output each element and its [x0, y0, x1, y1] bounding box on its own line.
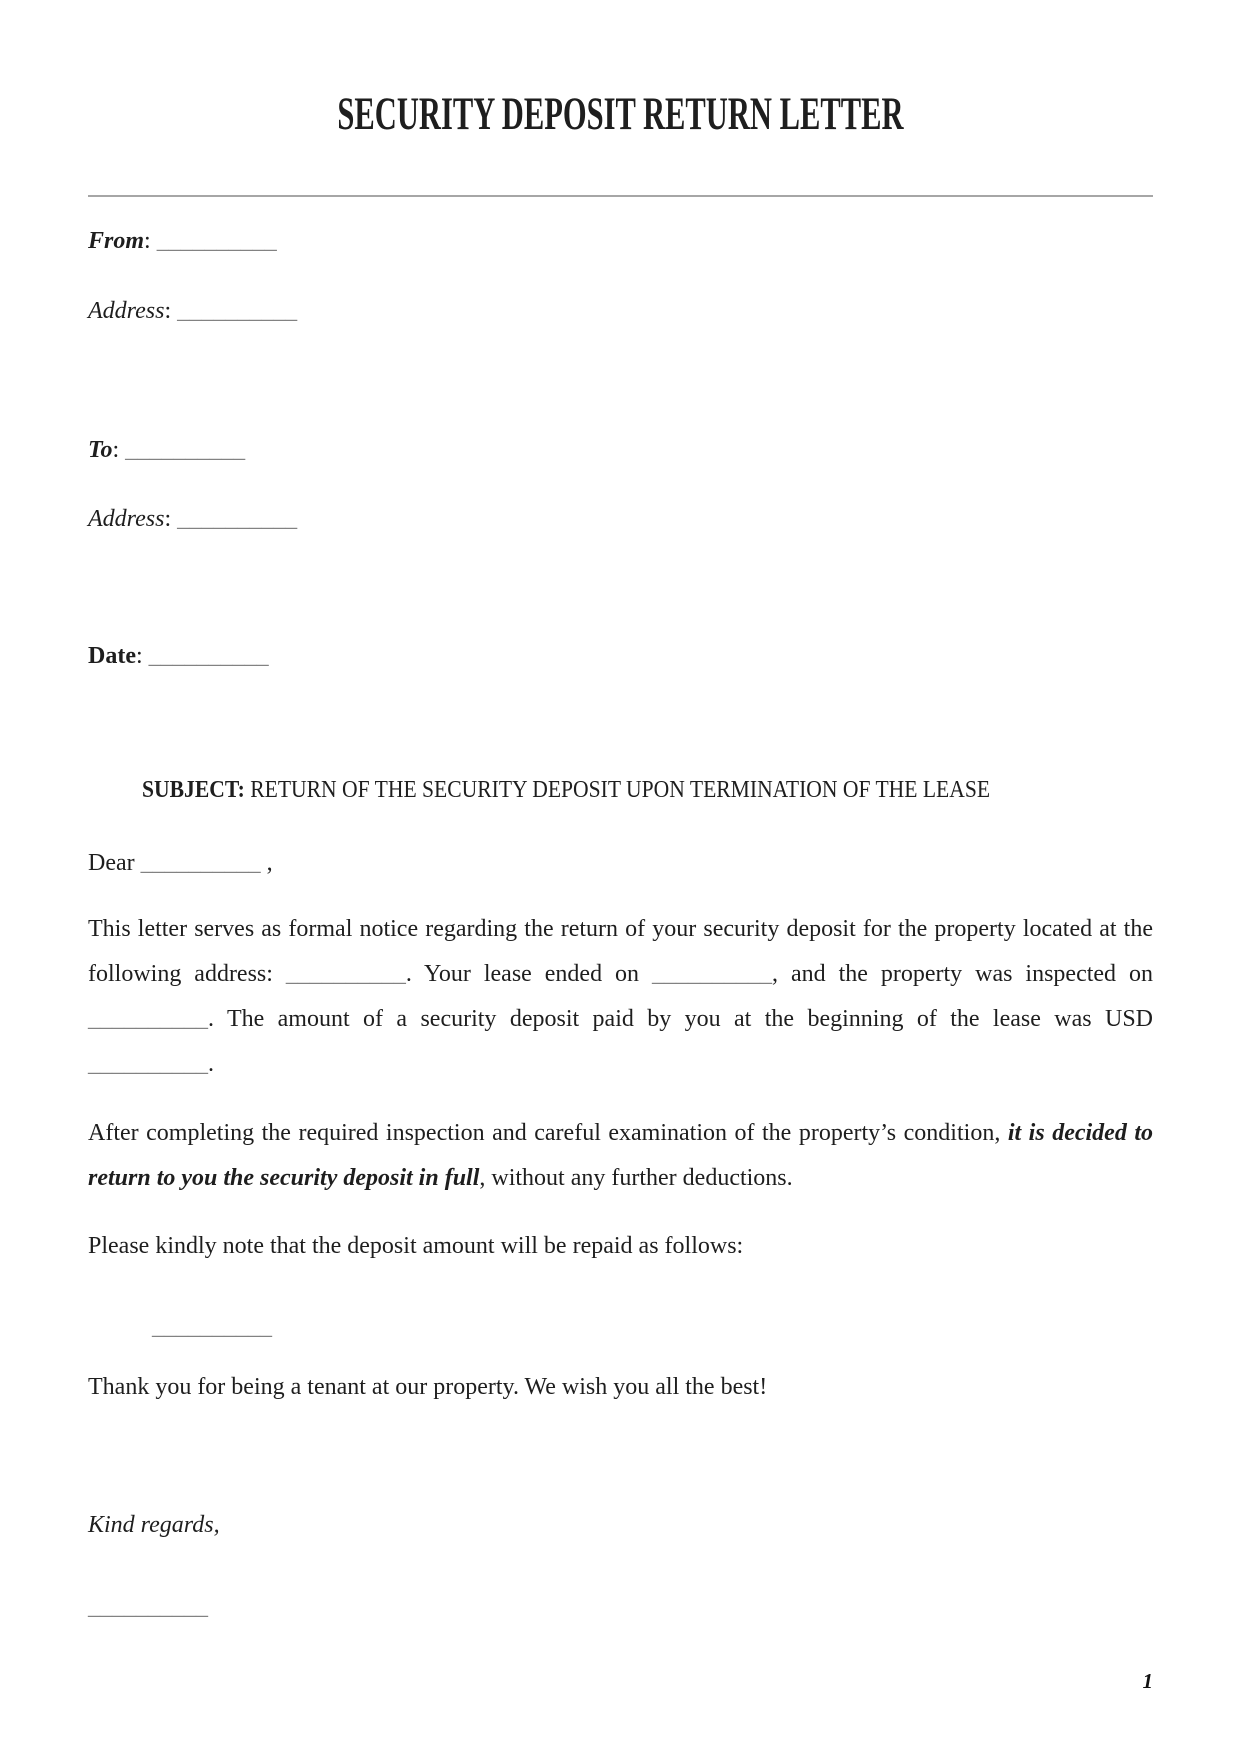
- to-blank: __________: [125, 437, 246, 463]
- date-colon: :: [135, 643, 143, 669]
- field-to: [88, 435, 1153, 465]
- text-run: This letter serves as formal notice regarding the return of your security deposit for the property located at the following address:: [88, 916, 1153, 987]
- paragraph-thanks: Thank you for being a tenant at our property. We wish you all the best!: [88, 1374, 768, 1400]
- field-date: [88, 641, 1153, 671]
- to-label: To: [88, 437, 113, 463]
- salutation-blank: __________: [140, 850, 261, 876]
- closing-line: Kind regards,: [88, 1512, 220, 1538]
- blank-field: __________: [652, 961, 773, 987]
- to-colon: :: [112, 437, 120, 463]
- to-address-blank: __________: [177, 506, 298, 532]
- from-address-label: Address: [88, 298, 165, 324]
- date-label: Date: [88, 643, 136, 669]
- paragraph-inspection-result: [88, 1111, 1153, 1201]
- salutation-prefix: Dear: [88, 850, 141, 876]
- text-run: it is decided to return to you the security deposit in full: [88, 1120, 1153, 1191]
- repayment-blank-line: [88, 1305, 1153, 1350]
- repayment-blank: __________: [152, 1314, 272, 1340]
- to-address-colon: :: [164, 506, 172, 532]
- page-number: 1: [1142, 1669, 1153, 1693]
- from-label: From: [88, 228, 145, 254]
- letter-title: SECURITY DEPOSIT RETURN LETTER: [337, 88, 904, 140]
- text-run: . Your lease ended on: [405, 961, 653, 987]
- text-run: .: [208, 1051, 214, 1077]
- from-blank: __________: [156, 228, 277, 254]
- text-run: After completing the required inspection and careful examination of the property’s condition,: [88, 1120, 1008, 1146]
- text-run: . The amount of a security deposit paid by you at the beginning of the lease was USD: [208, 1006, 1153, 1032]
- text-run: , and the property was inspected on: [772, 961, 1154, 987]
- blank-field: __________: [88, 1006, 208, 1032]
- salutation-line: [88, 848, 1153, 878]
- signature-blank-line: [88, 1592, 1153, 1622]
- from-colon: :: [144, 228, 151, 254]
- from-address-blank: __________: [177, 298, 298, 324]
- divider-line: [88, 195, 1153, 197]
- blank-field: __________: [88, 1051, 208, 1077]
- text-run: , without any further deductions.: [479, 1165, 793, 1191]
- field-from-address: [88, 296, 1153, 326]
- field-from: [88, 226, 1153, 256]
- subject-label: SUBJECT:: [142, 777, 245, 803]
- to-address-label: Address: [88, 506, 165, 532]
- field-to-address: [88, 504, 1153, 534]
- blank-field: __________: [285, 961, 406, 987]
- date-blank: __________: [148, 643, 269, 669]
- subject-text: RETURN OF THE SECURITY DEPOSIT UPON TERMINATION OF THE LEASE: [244, 777, 991, 803]
- from-address-colon: :: [164, 298, 172, 324]
- salutation-suffix: ,: [260, 850, 273, 876]
- subject-line: [88, 775, 1047, 805]
- paragraph-deposit-details: [88, 907, 1153, 1087]
- signature-blank: __________: [88, 1594, 208, 1620]
- paragraph-repayment-note: Please kindly note that the deposit amount will be repaid as follows:: [88, 1233, 744, 1259]
